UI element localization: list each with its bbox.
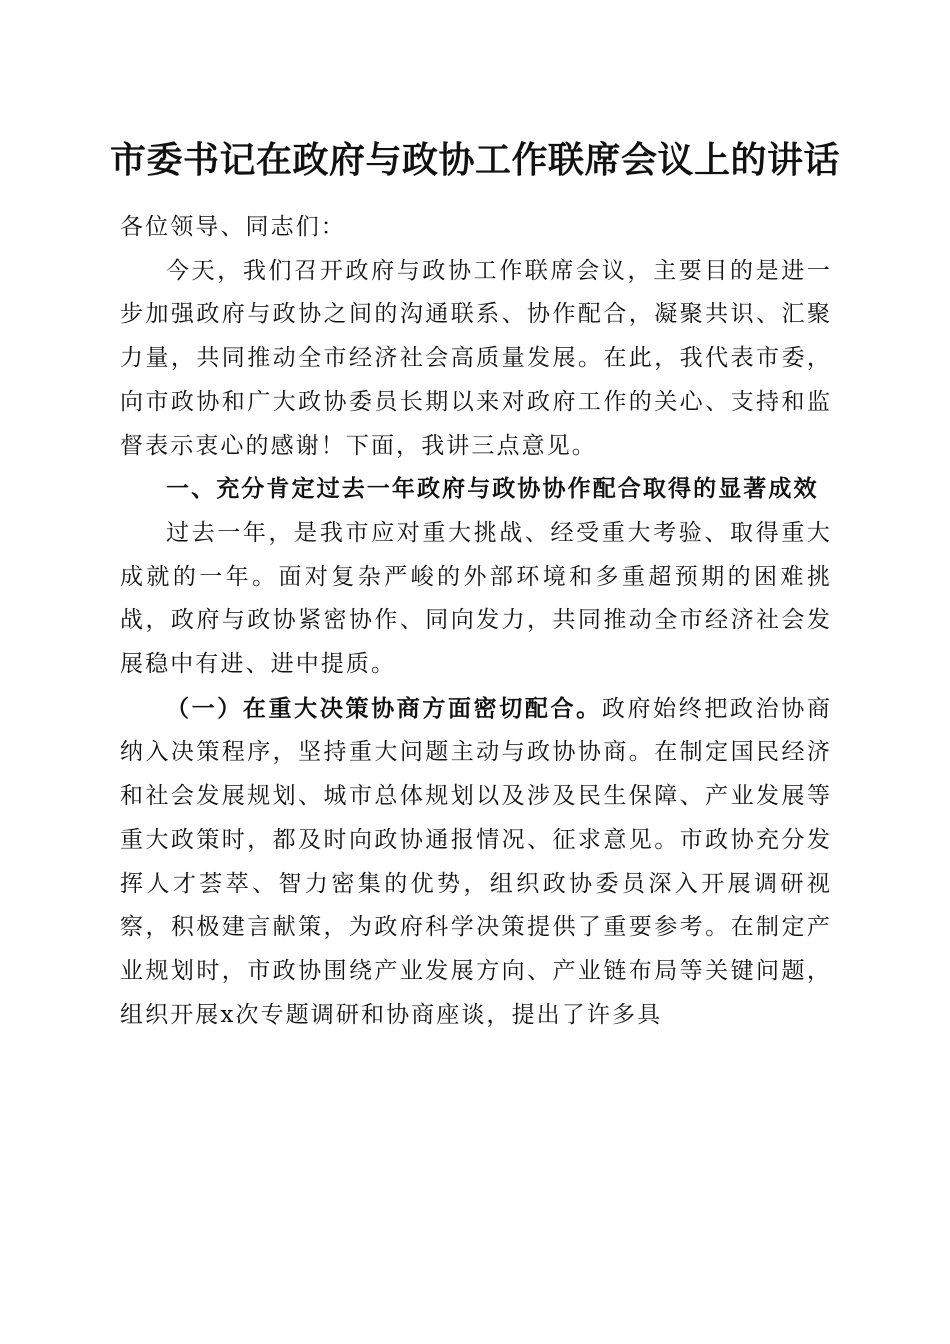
section-heading-1: 一、充分肯定过去一年政府与政协协作配合取得的显著成效	[166, 476, 819, 503]
subsection-1-text: 政府始终把政治协商纳入决策程序，坚持重大问题主动与政协协商。在制定国民经济和社会发展规划、城市总体规划以及涉及民生保障、产业发展等重大政策时，都及时向政协通报情况、征求意见。市政协充分发挥人才荟萃、智力密集的优势，组织政协委员深入开展调研视察，积极建言献策，为政府科学决策提供了重要参考。在制定产业规划时，市政协围绕产业发展方向、产业链布局等关键问题，组织开展x次专题调研和协商座谈，提出了许多具	[120, 695, 832, 1028]
document-title: 市委书记在政府与政协工作联席会议上的讲话	[109, 139, 840, 181]
subsection-1-heading: （一）在重大决策协商方面密切配合。	[166, 694, 602, 722]
subsection-1-paragraph	[120, 687, 832, 1038]
salutation: 各位领导、同志们：	[120, 214, 346, 240]
intro-paragraph: 今天，我们召开政府与政协工作联席会议，主要目的是进一步加强政府与政协之间的沟通联系、协作配合，凝聚共识、汇聚力量，共同推动全市经济社会高质量发展。在此，我代表市委，向市政协和广大政协委员长期以来对政府工作的关心、支持和监督表示衷心的感谢！下面，我讲三点意见。	[120, 257, 832, 459]
section-1-paragraph: 过去一年，是我市应对重大挑战、经受重大考验、取得重大成就的一年。面对复杂严峻的外部环境和多重超预期的困难挑战，政府与政协紧密协作、同向发力，共同推动全市经济社会发展稳中有进、进中提质。	[120, 519, 832, 678]
document-body	[120, 206, 832, 1037]
